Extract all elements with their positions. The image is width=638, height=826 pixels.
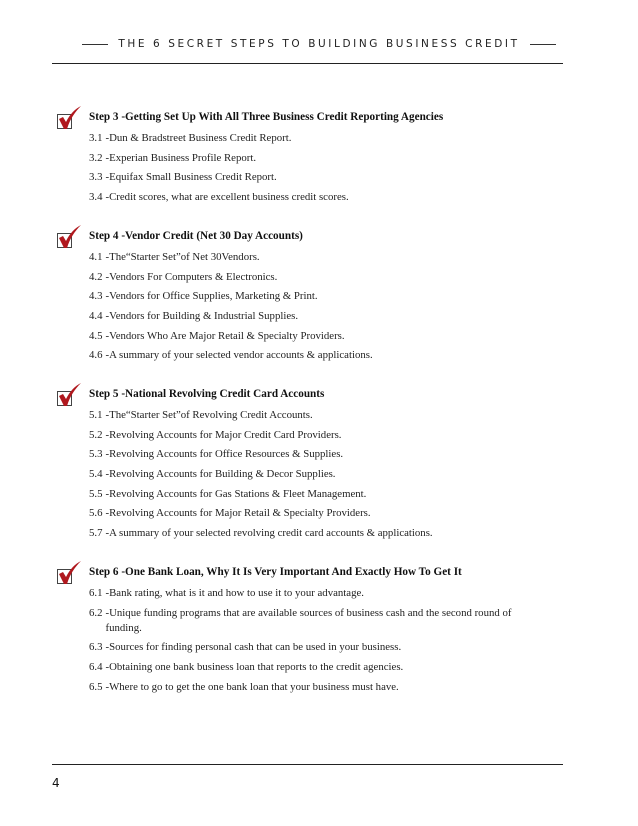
item-text-continuation: funding. [105,621,142,634]
checkmark-icon [56,224,82,250]
list-item [89,447,569,462]
item-text [103,606,512,636]
item-text [103,680,399,695]
item-text-line: -Sources for finding personal cash that can be used in your business. [105,641,402,654]
item-text [103,289,318,304]
step-heading: Step 5 -National Revolving Credit Card Accounts [89,388,325,400]
item-text-line: -Vendors For Computers & Electronics. [105,270,278,283]
checkmark-icon [56,382,82,408]
item-number: 5.6 [89,507,103,520]
list-item [89,170,569,185]
item-number: 5.7 [89,527,103,540]
header-rule [52,63,563,64]
list-item [89,250,569,265]
list-item [89,329,569,344]
step-items [89,250,569,368]
item-text [103,428,342,443]
item-text [103,190,349,205]
list-item [89,526,569,541]
item-number: 5.2 [89,428,103,441]
list-item [89,190,569,205]
item-number: 5.5 [89,487,103,500]
list-item [89,506,569,521]
step-heading: Step 3 -Getting Set Up With All Three Business Credit Reporting Agencies [89,111,444,123]
item-text-line: -Dun & Bradstreet Business Credit Report. [105,132,292,144]
item-number: 4.1 [89,251,103,263]
item-text-line: -A summary of your selected revolving credit card accounts & applications. [105,527,433,540]
list-item [89,309,569,324]
item-text [103,640,402,655]
running-header [0,34,638,54]
item-text [103,151,257,166]
list-item [89,680,569,695]
list-item [89,289,569,304]
item-text-line: -Where to go to get the one bank loan that your business must have. [105,680,399,693]
item-number: 6.2 [89,606,103,619]
item-text [103,487,367,502]
header-dash-right [530,44,556,45]
item-text-line: -Obtaining one bank business loan that reports to the credit agencies. [105,661,404,674]
item-text [103,309,299,324]
item-text [103,660,404,675]
item-number: 6.1 [89,587,103,599]
item-text-line: -Revolving Accounts for Building & Decor Supplies. [105,468,336,481]
item-text [103,250,260,265]
item-text-line: -A summary of your selected vendor accounts & applications. [105,349,373,362]
checkmark-icon [56,105,82,131]
item-number: 3.2 [89,151,103,164]
item-number: 3.1 [89,132,103,144]
list-item [89,586,569,601]
item-number: 4.2 [89,270,103,283]
step-heading: Step 4 -Vendor Credit (Net 30 Day Accounts) [89,230,303,242]
list-item [89,348,569,363]
item-text-line: -Vendors for Building & Industrial Supplies. [105,310,299,323]
item-text-line: -Revolving Accounts for Major Credit Card Providers. [105,428,342,441]
list-item [89,131,569,146]
header-dash-left [82,44,108,45]
checkmark-icon [56,560,82,586]
item-text-line: -Revolving Accounts for Office Resources & Supplies. [105,448,344,461]
item-text [103,586,364,601]
item-number: 4.6 [89,349,103,362]
step-items [89,586,569,699]
item-text [103,506,371,521]
item-number: 6.3 [89,641,103,654]
item-text-line: -Vendors for Office Supplies, Marketing & Print. [105,290,318,303]
list-item [89,408,569,423]
list-item [89,660,569,675]
item-text [103,526,433,541]
item-text-line: -The“Starter Set”of Revolving Credit Accounts. [105,409,313,421]
item-text-line: -Equifax Small Business Credit Report. [105,171,277,184]
step-heading: Step 6 -One Bank Loan, Why It Is Very Important And Exactly How To Get It [89,566,462,578]
item-text [103,408,313,423]
item-text-line: -Bank rating, what is it and how to use it to your advantage. [105,587,364,599]
item-text-line: -Unique funding programs that are available sources of business cash and the second round of [105,606,512,619]
item-text-line: -The“Starter Set”of Net 30Vendors. [105,251,260,263]
footer-rule [52,764,563,765]
step-items [89,408,569,546]
item-text [103,270,278,285]
item-text-line: -Credit scores, what are excellent business credit scores. [105,191,349,204]
item-text-line: -Revolving Accounts for Major Retail & Specialty Providers. [105,507,371,520]
item-number: 5.4 [89,468,103,481]
list-item [89,428,569,443]
item-number: 5.3 [89,448,103,461]
item-text [103,131,292,146]
list-item [89,467,569,482]
list-item [89,270,569,285]
item-text [103,467,336,482]
item-number: 3.3 [89,171,103,184]
item-text [103,447,344,462]
list-item [89,606,569,636]
header-title: THE 6 SECRET STEPS TO BUILDING BUSINESS CREDIT [118,38,520,50]
item-text [103,170,277,185]
page-number: 4 [52,776,60,790]
list-item [89,487,569,502]
item-text-line: -Revolving Accounts for Gas Stations & Fleet Management. [105,487,367,500]
item-number: 3.4 [89,191,103,204]
item-number: 6.5 [89,680,103,693]
item-text [103,348,373,363]
list-item [89,151,569,166]
item-number: 6.4 [89,661,103,674]
item-number: 4.3 [89,290,103,303]
step-items [89,131,569,210]
item-text-line: -Vendors Who Are Major Retail & Specialty Providers. [105,329,345,342]
item-number: 4.5 [89,329,103,342]
item-number: 5.1 [89,409,103,421]
item-number: 4.4 [89,310,103,323]
list-item [89,640,569,655]
item-text-line: -Experian Business Profile Report. [105,151,257,164]
item-text [103,329,345,344]
